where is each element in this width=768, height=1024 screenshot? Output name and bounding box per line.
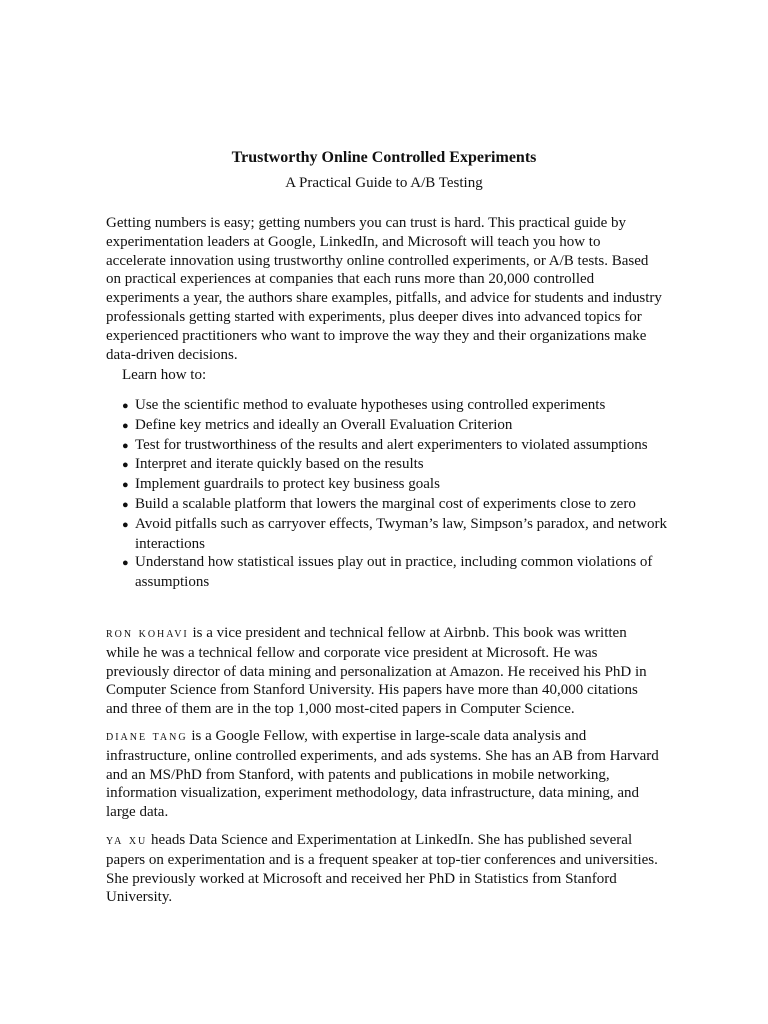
intro-paragraph: Getting numbers is easy; getting numbers you can trust is hard. This practical guide by experimentation leaders at Google, LinkedIn, and Microsoft will teach you how to accelerate innovation using trustworthy online controlled experiments, or A/B tests. Based on practical experiences at companies that each runs more than 20,000 controlled experiments a year, the authors share examples, pitfalls, and advice for students and industry professionals getting started with experiments, plus deeper dives into advanced topics for experienced practitioners who want to improve the way they and their organizations make data-driven decisions. <box>106 215 662 363</box>
bullet-item: ● Build a scalable platform that lowers the marginal cost of experiments close to zero <box>122 495 672 515</box>
learning-bullet-list <box>122 396 672 592</box>
bullet-item: ● Define key metrics and ideally an Overall Evaluation Criterion <box>122 416 672 436</box>
author-name: ya xu <box>106 833 148 848</box>
bullet-item: ● Use the scientific method to evaluate hypotheses using controlled experiments <box>122 396 672 416</box>
author-bio-kohavi <box>106 624 662 719</box>
author-name: ron kohavi <box>106 626 189 641</box>
bullet-item: ● Implement guardrails to protect key business goals <box>122 475 672 495</box>
book-title: Trustworthy Online Controlled Experiments <box>231 149 537 166</box>
learn-heading: Learn how to: <box>122 367 207 383</box>
bullet-item: ● Avoid pitfalls such as carryover effects, Twyman’s law, Simpson’s paradox, and network interactions <box>122 515 672 554</box>
bullet-item: ● Test for trustworthiness of the results and alert experimenters to violated assumptions <box>122 436 672 456</box>
author-bio-xu <box>106 831 662 907</box>
bullet-item: ● Understand how statistical issues play out in practice, including common violations of assumptions <box>122 553 672 592</box>
book-subtitle: A Practical Guide to A/B Testing <box>285 175 483 191</box>
bullet-item: ● Interpret and iterate quickly based on the results <box>122 455 672 475</box>
author-name: diane tang <box>106 729 188 744</box>
author-bio-tang <box>106 727 662 822</box>
author-bio-text: is a vice president and technical fellow at Airbnb. This book was written while he was a technical fellow and corporate vice president at Microsoft. He was previously director of data mining and personalization at Amazon. He received his PhD in Computer Science from Stanford University. His papers have more than 40,000 citations and three of them are in the top 1,000 most-cited papers in Computer Science. <box>106 625 647 718</box>
author-bio-text: is a Google Fellow, with expertise in large-scale data analysis and infrastructure, online controlled experiments, and ads systems. She has an AB from Harvard and an MS/PhD from Stanford, with patents and publications in mobile networking, information visualization, experiment methodology, data infrastructure, data mining, and large data. <box>106 728 659 821</box>
author-bio-text: heads Data Science and Experimentation at LinkedIn. She has published several papers on experimentation and is a frequent speaker at top-tier conferences and universities. She previously worked at Microsoft and received her PhD in Statistics from Stanford University. <box>106 832 658 906</box>
